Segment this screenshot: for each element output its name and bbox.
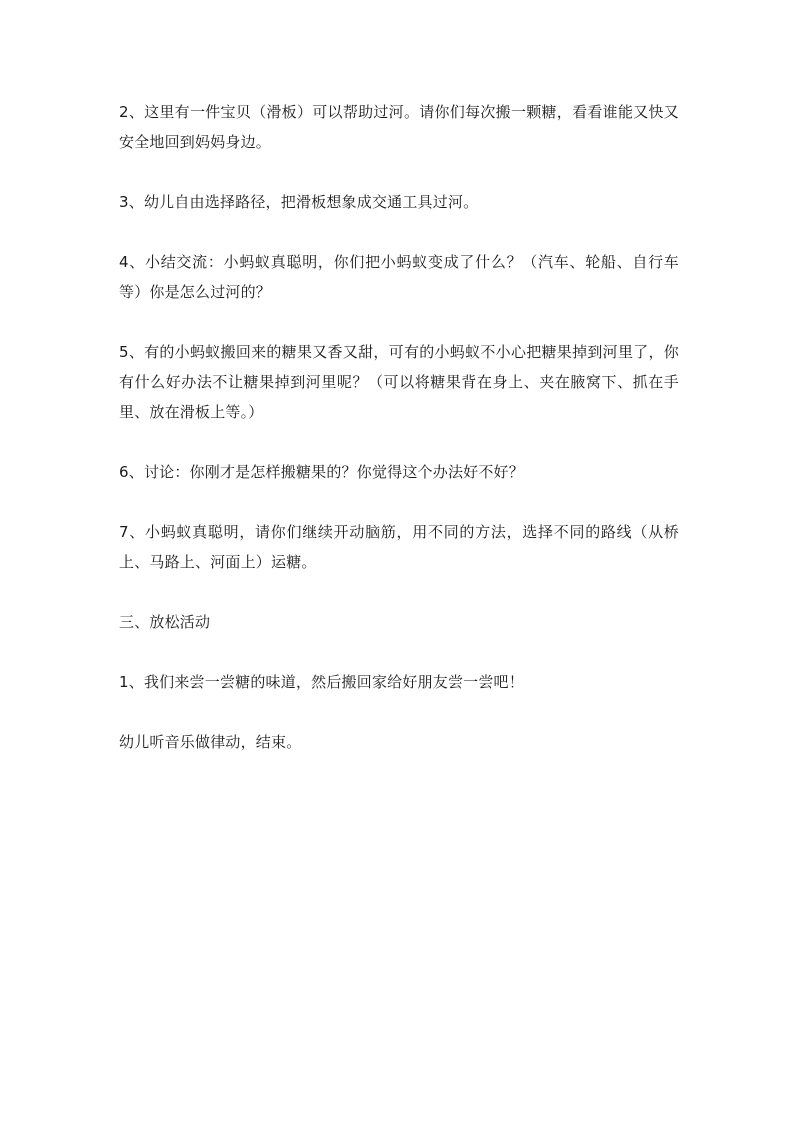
section-heading-relaxation: 三、放松活动 [119, 613, 211, 631]
paragraph-step-2: 2、这里有一件宝贝（滑板）可以帮助过河。请你们每次搬一颗糖，看看谁能又快又安全地回到妈妈身边。 [119, 103, 679, 151]
paragraph-step-4: 4、小结交流：小蚂蚁真聪明，你们把小蚂蚁变成了什么？（汽车、轮船、自行车等）你是怎么过河的？ [119, 253, 679, 301]
paragraph-step-5: 5、有的小蚂蚁搬回来的糖果又香又甜，可有的小蚂蚁不小心把糖果掉到河里了，你有什么好办法不让糖果掉到河里呢？（可以将糖果背在身上、夹在腋窝下、抓在手里、放在滑板上等。） [119, 343, 679, 421]
paragraph-step-6: 6、讨论：你刚才是怎样搬糖果的？你觉得这个办法好不好？ [119, 463, 524, 481]
paragraph-step-3: 3、幼儿自由选择路径，把滑板想象成交通工具过河。 [119, 193, 479, 211]
paragraph-relax-step-1: 1、我们来尝一尝糖的味道，然后搬回家给好朋友尝一尝吧！ [119, 673, 524, 691]
paragraph-step-7: 7、小蚂蚁真聪明，请你们继续开动脑筋，用不同的方法，选择不同的路线（从桥上、马路上、河面上）运糖。 [119, 523, 679, 571]
document-body [119, 97, 679, 757]
paragraph-closing: 幼儿听音乐做律动，结束。 [119, 733, 302, 751]
